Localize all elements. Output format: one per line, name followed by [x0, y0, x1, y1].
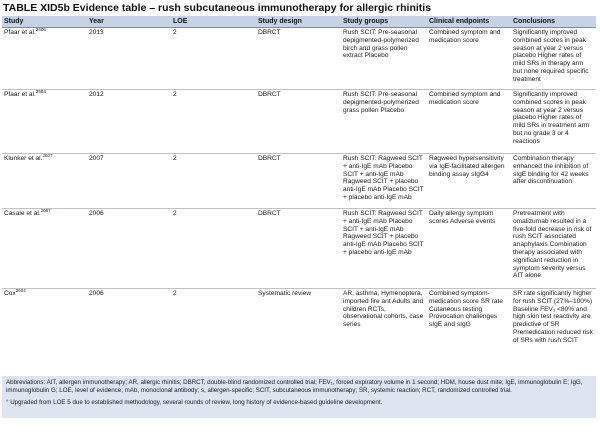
cell-conclusions: Significantly improved combined scores in peak season at year 2 versus placebo Higher rates of mild SRs in treatment arm but no grade 3 or 4 reactions — [511, 90, 596, 154]
cell-design: DBRCT — [256, 28, 341, 90]
table-row — [2, 289, 596, 385]
study-name: Pfaar et al. — [4, 91, 36, 98]
column-header-year: Year — [87, 16, 171, 28]
reference-number: 2607 — [42, 152, 53, 158]
column-header-loe: LOE — [171, 16, 256, 28]
cell-endpoints: Daily allergy symptom scores Adverse events — [427, 209, 511, 289]
page-title: TABLE XID5b Evidence table – rush subcutaneous immunotherapy for allergic rhinitis — [3, 2, 432, 14]
cell-year: 2006 — [87, 209, 171, 289]
abbreviations-note: Abbreviations: AIT, allergen immunotherapy; AR, allergic rhinitis; DBRCT, double-blind randomized controlled trial; FEV₁, forced expiratory volume in 1 second; HDM, house dust mite; IgE, immunoglobulin E; IgG, immunoglobulin G; LOE, level of evidence; mAb, monoclonal antibody; s, allergen-specific; SCIT, subcutaneous immunotherapy; SR, systemic reaction; RCT, randomized controlled trial. — [6, 379, 583, 394]
column-header-study: Study — [2, 16, 87, 28]
cell-year: 2007 — [87, 154, 171, 209]
table-row — [2, 28, 596, 90]
cell-year: 2013 — [87, 28, 171, 90]
study-name: Casale et al. — [4, 210, 41, 217]
cell-conclusions: Significantly improved combined scores in peak season at year 2 versus placebo Higher rates of mild SRs in therapy arm but none required specific treatment — [511, 28, 596, 90]
column-header-clinical-endpoints: Clinical endpoints — [427, 16, 511, 28]
study-name: Pfaar et al. — [4, 29, 36, 36]
table-footnotes — [2, 376, 596, 418]
cell-year: 2012 — [87, 90, 171, 154]
cell-groups: Rush SCIT: Ragweed SCIT + anti-IgE mAb Placebo SCIT + anti-IgE mAb Ragweed SCIT + placebo anti-IgE mAb Placebo SCIT + placebo anti-IgE mAb — [341, 154, 427, 209]
cell-study — [2, 209, 87, 289]
cell-design: Systematic review — [256, 289, 341, 385]
cell-loe: 2 — [171, 209, 256, 289]
cell-conclusions: Pretreatment with omalizumab resulted in a five-fold decrease in risk of rush SCIT associated anaphylaxis Combination therapy associated with significant reduction in symptom severity versus AIT alone — [511, 209, 596, 289]
cell-study — [2, 289, 87, 385]
reference-number: 2087 — [40, 207, 51, 213]
cell-endpoints: Ragweed hypersensitivity via IgE-facilitated allergen binding assay sIgG4 — [427, 154, 511, 209]
cell-design: DBRCT — [256, 154, 341, 209]
cell-design: DBRCT — [256, 209, 341, 289]
column-header-study-groups: Study groups — [341, 16, 427, 28]
cell-groups: Rush SCIT: Pre-seasonal depigmented-polymerized birch and grass pollen extract Placebo — [341, 28, 427, 90]
column-header-study-design: Study design — [256, 16, 341, 28]
upgrade-note: ° Upgraded from LOE 5 due to established methodology, several rounds of review, long history of evidence-based guideline development. — [6, 398, 383, 406]
cell-loe: 2 — [171, 154, 256, 209]
reference-number: 2584 — [35, 88, 46, 94]
reference-number: 2604 — [15, 287, 26, 293]
table-row — [2, 90, 596, 154]
cell-study — [2, 90, 87, 154]
study-name: Cox — [4, 290, 16, 297]
cell-groups: AR, asthma, Hymenoptera, imported fire ant Adults and children RCTs, observational cohorts, case series — [341, 289, 427, 385]
evidence-table — [2, 16, 596, 385]
study-name: Klunker et al. — [4, 155, 43, 162]
reference-number: 2606 — [35, 26, 46, 32]
table-row — [2, 209, 596, 289]
cell-study — [2, 154, 87, 209]
cell-year: 2006 — [87, 289, 171, 385]
cell-loe: 2 — [171, 28, 256, 90]
cell-groups: Rush SCIT: Ragweed SCIT + anti-IgE mAb Placebo SCIT + anti-IgE mAb Ragweed SCIT + placebo anti-IgE mAb Placebo SCIT + placebo anti-IgE mAb — [341, 209, 427, 289]
cell-endpoints: Combined symptom and medication score — [427, 28, 511, 90]
table-row — [2, 154, 596, 209]
table-header-row — [2, 16, 596, 28]
column-header-conclusions: Conclusions — [511, 16, 596, 28]
cell-design: DBRCT — [256, 90, 341, 154]
cell-endpoints: Combined symptom and medication score — [427, 90, 511, 154]
cell-conclusions: SR rate significantly higher for rush SCIT (27%–100%) Baseline FEV₁ <80% and high skin test reactivity are predictive of SR Premedication reduced risk of SRs with rush SCIT — [511, 289, 596, 385]
cell-study — [2, 28, 87, 90]
cell-loe: 2 — [171, 289, 256, 385]
cell-endpoints: Combined symptom-medication score SR rate Cutaneous testing Provocation challenges sIgE and sIgG — [427, 289, 511, 385]
cell-conclusions: Combination therapy enhanced the inhibition of sIgE binding for 42 weeks after discontinuation — [511, 154, 596, 209]
cell-loe: 2 — [171, 90, 256, 154]
cell-groups: Rush SCIT: Pre-seasonal depigmented-polymerized grass pollen Placebo — [341, 90, 427, 154]
